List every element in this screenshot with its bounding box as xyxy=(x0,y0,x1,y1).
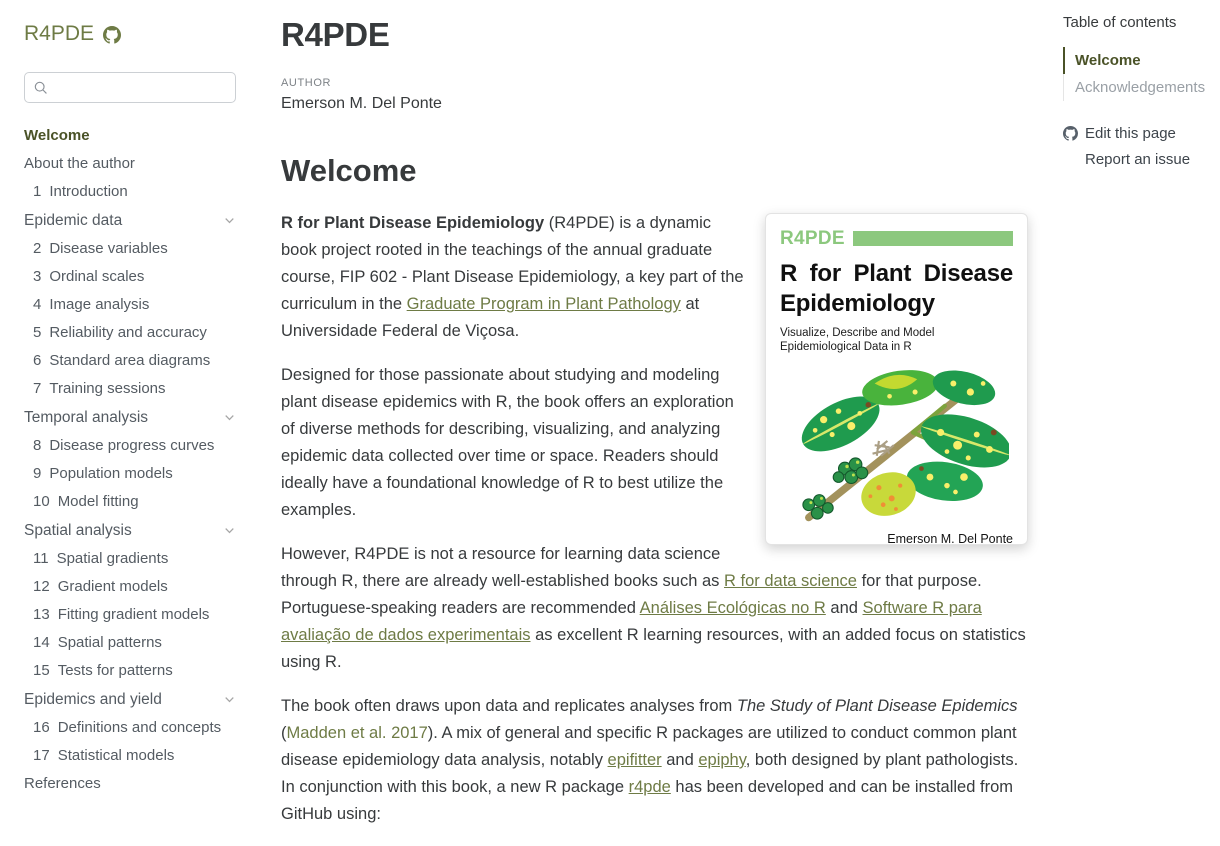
sidebar-item-label: About the author xyxy=(24,155,135,172)
inline-link[interactable]: Software R para avaliação de dados experimentais xyxy=(281,599,982,644)
sidebar-nav xyxy=(24,128,236,792)
chapter-number: 16 xyxy=(33,719,50,736)
sidebar-section-label: Spatial analysis xyxy=(24,522,132,539)
chapter-number: 8 xyxy=(33,437,42,454)
cover-author: Emerson M. Del Ponte xyxy=(887,532,1013,546)
sidebar-item-model-fitting[interactable] xyxy=(24,494,236,510)
sidebar-item-disease-progress-curves[interactable] xyxy=(24,438,236,454)
chapter-number: 17 xyxy=(33,747,50,764)
cover-subtitle: Visualize, Describe and Model Epidemiological Data in R xyxy=(780,327,935,353)
paragraph: However, R4PDE is not a resource for learning data science through R, there are already well-established books such as R for data science for that purpose. Portuguese-speaking readers are recommended Análises Ecológicas no R and Software R para avaliação de dados experimentais as excellent R learning resources, with an added focus on statistics using R. xyxy=(281,545,1026,671)
sidebar-item-references[interactable] xyxy=(24,776,236,792)
bold-text: R for Plant Disease Epidemiology xyxy=(281,214,545,232)
sidebar-item-label: Training sessions xyxy=(49,380,166,397)
search-input[interactable] xyxy=(55,80,226,96)
welcome-content xyxy=(281,210,1028,828)
sidebar-item-label: Welcome xyxy=(24,127,90,144)
inline-link[interactable]: Graduate Program in Plant Pathology xyxy=(406,295,681,313)
toc-item-welcome[interactable]: Welcome xyxy=(1063,47,1220,74)
chapter-number: 5 xyxy=(33,324,42,341)
sidebar-item-label: Disease variables xyxy=(49,240,168,257)
toc-action-label: Report an issue xyxy=(1085,151,1191,168)
inline-link[interactable]: r4pde xyxy=(628,778,671,796)
sidebar-item-fitting-gradient-models[interactable] xyxy=(24,607,236,623)
sidebar-item-label: Model fitting xyxy=(57,493,139,510)
sidebar-item-gradient-models[interactable] xyxy=(24,579,236,595)
sidebar-item-reliability-and-accuracy[interactable] xyxy=(24,325,236,341)
toc-sidebar xyxy=(1049,0,1220,845)
chevron-down-icon[interactable] xyxy=(223,524,236,537)
toc-item-acknowledgements[interactable]: Acknowledgements xyxy=(1063,74,1220,101)
sidebar-item-label: Introduction xyxy=(49,183,128,200)
sidebar-item-image-analysis[interactable] xyxy=(24,297,236,313)
cover-brand-row xyxy=(780,225,1013,252)
sidebar-item-label: Standard area diagrams xyxy=(49,352,211,369)
italic-text: The Study of Plant Disease Epidemics xyxy=(736,697,1018,715)
toc-action-edit-this-page[interactable] xyxy=(1063,125,1220,142)
sidebar-item-population-models[interactable] xyxy=(24,466,236,482)
author-name: Emerson M. Del Ponte xyxy=(281,95,442,112)
sidebar-section-label: Temporal analysis xyxy=(24,409,149,426)
chapter-number: 4 xyxy=(33,296,42,313)
sidebar-item-disease-variables[interactable] xyxy=(24,241,236,257)
sidebar-item-label: Population models xyxy=(49,465,173,482)
github-icon xyxy=(1063,126,1078,141)
chapter-number: 15 xyxy=(33,662,50,679)
inline-link[interactable]: R for data science xyxy=(724,572,857,590)
author-label: AUTHOR xyxy=(281,77,332,89)
sidebar-item-label: Spatial gradients xyxy=(56,550,169,567)
sidebar-item-definitions-and-concepts[interactable] xyxy=(24,720,236,736)
sidebar-section-toggle[interactable] xyxy=(24,212,236,229)
sidebar-item-label: Ordinal scales xyxy=(49,268,145,285)
sidebar-item-label: Gradient models xyxy=(57,578,168,595)
chapter-number: 9 xyxy=(33,465,42,482)
chapter-number: 1 xyxy=(33,183,42,200)
chevron-down-icon[interactable] xyxy=(223,693,236,706)
toc-actions xyxy=(1063,125,1220,168)
chevron-down-icon[interactable] xyxy=(223,411,236,424)
inline-link[interactable]: epifitter xyxy=(607,751,662,769)
paragraph: The book often draws upon data and replicates analyses from The Study of Plant Disease Epidemics (Madden et al. 2017). A mix of general and specific R packages are utilized to conduct common plant disease epidemiology data analysis, notably epifitter and epiphy, both designed by plant pathologists. In conjunction with this book, a new R package r4pde has been developed and can be installed from GitHub using: xyxy=(281,697,1019,823)
toc-action-report-an-issue[interactable] xyxy=(1063,151,1220,168)
paragraph: R for Plant Disease Epidemiology (R4PDE) is a dynamic book project rooted in the teachings of the annual graduate course, FIP 602 - Plant Disease Epidemiology, a key part of the curriculum in the Graduate Program in Plant Pathology at Universidade Federal de Viçosa. xyxy=(281,214,744,340)
sidebar-item-introduction[interactable] xyxy=(24,184,236,200)
sidebar-item-label: Tests for patterns xyxy=(57,662,173,679)
page-title: Welcome xyxy=(281,153,417,188)
sidebar-item-statistical-models[interactable] xyxy=(24,748,236,764)
search-box[interactable] xyxy=(24,72,236,103)
chapter-number: 12 xyxy=(33,578,50,595)
inline-link[interactable]: epiphy xyxy=(698,751,746,769)
sidebar-item-spatial-gradients[interactable] xyxy=(24,551,236,567)
sidebar-item-label: References xyxy=(24,775,101,792)
sidebar-section-toggle[interactable] xyxy=(24,522,236,539)
chapter-number: 14 xyxy=(33,634,50,651)
chapter-number: 6 xyxy=(33,352,42,369)
sidebar-section-toggle[interactable] xyxy=(24,691,236,708)
sidebar-section-label: Epidemic data xyxy=(24,212,123,229)
sidebar-item-label: Image analysis xyxy=(49,296,150,313)
sidebar-item-tests-for-patterns[interactable] xyxy=(24,663,236,679)
sidebar-item-about-the-author[interactable] xyxy=(24,156,236,172)
sidebar-item-label: Reliability and accuracy xyxy=(49,324,207,341)
sidebar-item-spatial-patterns[interactable] xyxy=(24,635,236,651)
sidebar-item-welcome[interactable] xyxy=(24,128,236,144)
chapter-number: 2 xyxy=(33,240,42,257)
book-title: R4PDE xyxy=(281,16,390,53)
sidebar-item-label: Definitions and concepts xyxy=(57,719,222,736)
sidebar-item-label: Spatial patterns xyxy=(57,634,162,651)
cover-illustration xyxy=(785,358,1009,526)
citation-link[interactable]: Madden et al. 2017 xyxy=(286,724,428,742)
toc-action-label: Edit this page xyxy=(1085,125,1176,142)
cover-title: R for Plant Disease Epidemiology xyxy=(780,260,1013,317)
main-content xyxy=(260,0,1049,845)
sidebar xyxy=(0,0,260,845)
chapter-number: 3 xyxy=(33,268,42,285)
sidebar-brand-link[interactable]: R4PDE xyxy=(24,22,95,45)
chapter-number: 10 xyxy=(33,493,50,510)
toc-title: Table of contents xyxy=(1063,14,1177,31)
paragraph: Designed for those passionate about studying and modeling plant disease epidemics with R, the book offers an exploration of diverse methods for describing, visualizing, and analyzing epidemic data collected over time or space. Readers should ideally have a foundational knowledge of R to best utilize the examples. xyxy=(281,366,734,519)
sidebar-section-label: Epidemics and yield xyxy=(24,691,162,708)
sidebar-section-toggle[interactable] xyxy=(24,409,236,426)
sidebar-item-training-sessions[interactable] xyxy=(24,381,236,397)
sidebar-item-ordinal-scales[interactable] xyxy=(24,269,236,285)
sidebar-item-standard-area-diagrams[interactable] xyxy=(24,353,236,369)
book-cover xyxy=(765,213,1028,545)
chevron-down-icon[interactable] xyxy=(223,214,236,227)
toc-list xyxy=(1063,47,1220,101)
search-icon xyxy=(34,81,48,95)
github-icon[interactable] xyxy=(103,26,121,44)
cover-brand: R4PDE xyxy=(780,228,845,249)
sidebar-item-label: Fitting gradient models xyxy=(57,606,210,623)
cover-brand-bar xyxy=(853,231,1013,246)
inline-link[interactable]: Análises Ecológicas no R xyxy=(639,599,826,617)
sidebar-brand-row xyxy=(24,22,236,46)
chapter-number: 11 xyxy=(33,550,49,567)
chapter-number: 13 xyxy=(33,606,50,623)
sidebar-item-label: Disease progress curves xyxy=(49,437,215,454)
sidebar-item-label: Statistical models xyxy=(57,747,175,764)
chapter-number: 7 xyxy=(33,380,42,397)
